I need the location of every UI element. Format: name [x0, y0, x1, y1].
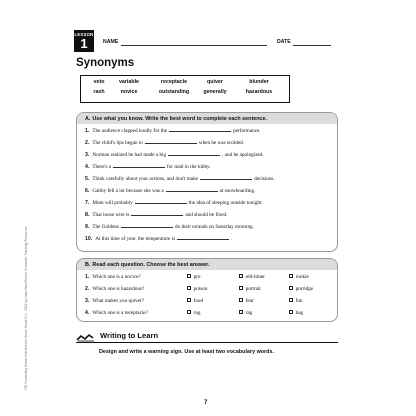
answer-option[interactable]: pro: [187, 274, 201, 280]
sentence-item: 9. The Goldens do their errands on Saturday morning.: [85, 224, 254, 230]
word-bank-word: novice: [120, 89, 138, 95]
answer-blank[interactable]: [135, 200, 187, 204]
writing-to-learn-title: Writing to Learn: [100, 331, 159, 340]
section-b-instruction: B. Read each question. Choose the best answer.: [77, 259, 337, 270]
answer-blank[interactable]: [166, 188, 218, 192]
sentence-item: 1. The audience clapped loudly for the performance.: [85, 128, 261, 134]
answer-option[interactable]: old-timer: [239, 274, 265, 280]
checkbox-icon[interactable]: [289, 286, 293, 290]
answer-option[interactable]: poison: [187, 286, 207, 292]
checkbox-icon[interactable]: [187, 310, 191, 314]
name-field[interactable]: [121, 45, 267, 46]
checkbox-icon[interactable]: [187, 286, 191, 290]
checkbox-icon[interactable]: [289, 298, 293, 302]
sentence-item: 5. Think carefully about your actions, and don't make decisions.: [85, 176, 275, 182]
answer-blank[interactable]: [169, 128, 231, 132]
section-letter: A.: [85, 115, 91, 122]
answer-option[interactable]: porridge: [289, 286, 313, 292]
answer-option[interactable]: portrait: [239, 286, 261, 292]
word-bank-row: [81, 89, 289, 99]
sentence-item: 8. That loose wire is and should be fixed.: [85, 212, 228, 218]
answer-blank[interactable]: [131, 212, 183, 216]
checkbox-icon[interactable]: [187, 274, 191, 278]
word-bank-word: blunder: [249, 79, 269, 85]
checkbox-icon[interactable]: [289, 274, 293, 278]
sentence-item: 10. At this time of year, the temperature is .: [85, 236, 233, 242]
answer-blank[interactable]: [168, 152, 220, 156]
answer-blank[interactable]: [113, 164, 165, 168]
answer-option[interactable]: food: [187, 298, 203, 304]
section-letter: B.: [85, 261, 91, 268]
question-item: 2. Which one is hazardous? poison portrait porridge: [85, 286, 314, 292]
section-a: [76, 112, 338, 252]
answer-blank[interactable]: [121, 224, 173, 228]
lesson-badge: [74, 30, 94, 52]
name-date-row: [103, 38, 353, 48]
answer-option[interactable]: rag: [239, 310, 252, 316]
checkbox-icon[interactable]: [239, 274, 243, 278]
sentence-item: 4. There's a for mail in the lobby.: [85, 164, 211, 170]
word-bank-word: veto: [93, 79, 105, 85]
copyright-credit: 230 Vocabulary Words Kids Need to Know: Grade 5 © 2012 by Linda Ward Beech, Scholastic Teaching Resources: [24, 226, 28, 390]
answer-option[interactable]: fear: [239, 298, 254, 304]
answer-blank[interactable]: [145, 140, 197, 144]
sentence-item: 7. Mom will probably the idea of sleeping outside tonight.: [85, 200, 263, 206]
name-label: NAME: [103, 39, 119, 45]
page-number: 7: [204, 400, 208, 406]
lesson-number: 1: [80, 36, 88, 51]
word-bank: [80, 75, 290, 103]
word-bank-word: generally: [203, 89, 227, 95]
section-a-instruction: A. Use what you know. Write the best word to complete each sentence.: [77, 113, 337, 124]
question-item: 1. Which one is a novice? pro old-timer rookie: [85, 274, 309, 280]
word-bank-word: rash: [93, 89, 105, 95]
question-item: 3. What makes you quiver? food fear fun: [85, 298, 303, 304]
answer-option[interactable]: bag: [289, 310, 303, 316]
word-bank-word: quiver: [207, 79, 223, 85]
sentence-item: 2. The child's lips began to when he was scolded.: [85, 140, 245, 146]
divider: [76, 342, 338, 343]
date-field[interactable]: [293, 45, 331, 46]
word-bank-word: outstanding: [158, 89, 190, 95]
section-b: [76, 258, 338, 322]
word-bank-word: receptacle: [160, 79, 188, 85]
checkbox-icon[interactable]: [239, 310, 243, 314]
word-bank-word: variable: [118, 79, 140, 85]
writing-to-learn-header: [76, 330, 338, 344]
answer-option[interactable]: rug: [187, 310, 201, 316]
checkbox-icon[interactable]: [289, 310, 293, 314]
answer-blank[interactable]: [200, 176, 252, 180]
answer-option[interactable]: fun: [289, 298, 303, 304]
sentence-item: 3. Norman realized he had made a big , and he apologized.: [85, 152, 264, 158]
word-bank-row: [81, 79, 289, 89]
word-bank-word: hazardous: [245, 89, 273, 95]
pencil-icon: [76, 332, 96, 342]
date-label: DATE: [277, 39, 291, 45]
sentence-item: 6. Gabby fell a lot because she was a at snowboarding.: [85, 188, 256, 194]
page-title: Synonyms: [76, 57, 135, 69]
checkbox-icon[interactable]: [187, 298, 191, 302]
answer-blank[interactable]: [177, 236, 229, 240]
lesson-label: LESSON: [74, 32, 94, 37]
checkbox-icon[interactable]: [239, 298, 243, 302]
checkbox-icon[interactable]: [239, 286, 243, 290]
writing-prompt: Design and write a warning sign. Use at least two vocabulary words.: [99, 349, 274, 355]
question-item: 4. Which one is a receptacle? rug rag bag: [85, 310, 304, 316]
answer-option[interactable]: rookie: [289, 274, 309, 280]
